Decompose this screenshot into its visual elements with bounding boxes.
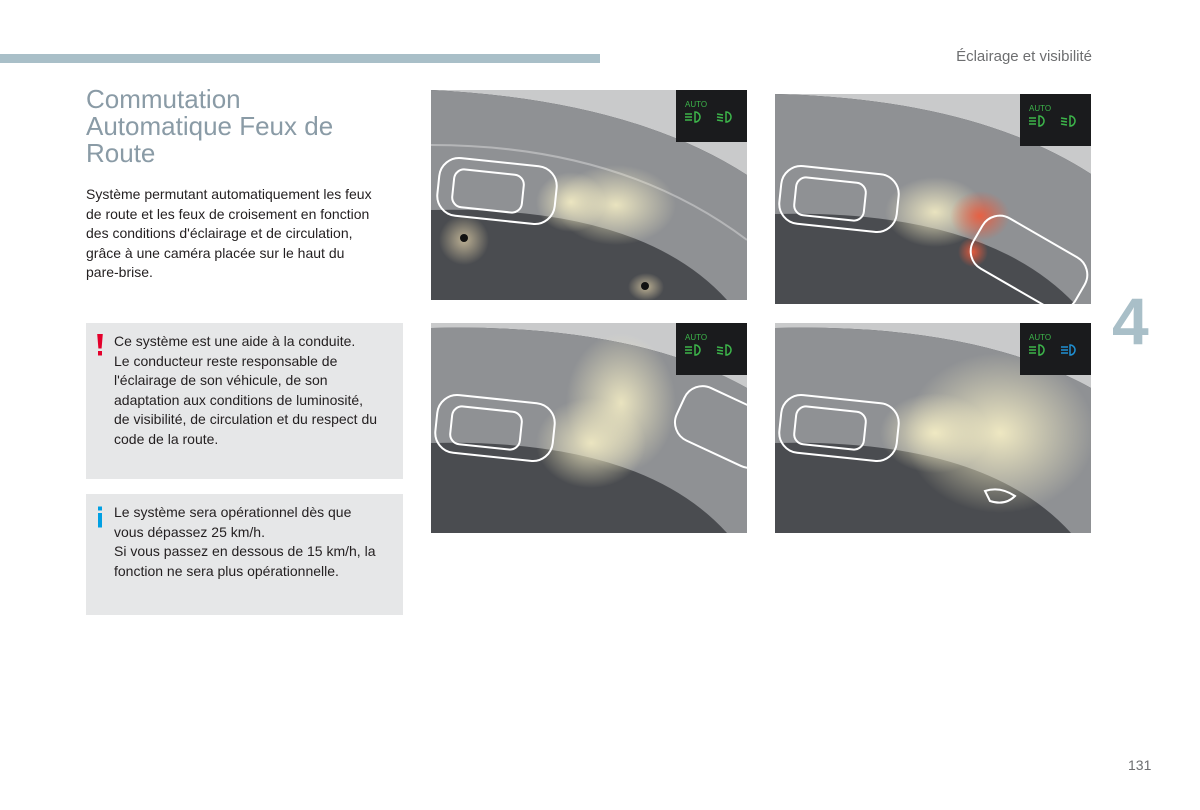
- header-accent-bar: [0, 54, 600, 63]
- info-note-text: [114, 503, 400, 581]
- page-number: 131: [1128, 757, 1152, 773]
- warning-line: Ce système est une aide à la conduite.: [114, 333, 356, 349]
- illustration-vehicle-ahead: [431, 323, 747, 533]
- panel-auto-label: AUTO: [1029, 333, 1052, 342]
- title-line: Route: [86, 138, 156, 168]
- warning-line: l'éclairage de son véhicule, de son: [114, 372, 328, 389]
- title-line: Automatique Feux de: [86, 111, 334, 141]
- panel-auto-label: AUTO: [685, 100, 708, 109]
- info-line: vous dépassez 25 km/h.: [114, 523, 265, 540]
- info-line: Si vous passez en dessous de 15 km/h, la: [114, 543, 376, 560]
- info-line: Le système sera opérationnel dès que: [114, 504, 352, 520]
- illustration-oncoming-vehicle: [775, 94, 1091, 304]
- warning-note-text: [114, 332, 400, 450]
- info-note: [86, 494, 403, 615]
- intro-line: de route et les feux de croisement en fonction: [86, 205, 370, 222]
- warning-line: Le conducteur reste responsable de: [114, 352, 338, 369]
- warning-line: adaptation aux conditions de luminosité,: [114, 391, 364, 408]
- illustration-high-beam: [775, 323, 1091, 533]
- intro-line: grâce à une caméra placée sur le haut du: [86, 244, 345, 261]
- section-title: Éclairage et visibilité: [956, 48, 1092, 65]
- title-line: Commutation: [86, 84, 241, 114]
- warning-line: code de la route.: [114, 430, 219, 447]
- panel-auto-label: AUTO: [685, 333, 708, 342]
- info-line: fonction ne sera plus opérationnelle.: [114, 562, 339, 579]
- intro-paragraph: [86, 185, 404, 283]
- panel-auto-label: AUTO: [1029, 104, 1052, 113]
- warning-exclamation-icon: [95, 333, 105, 357]
- illustration-streetlights: [431, 90, 747, 300]
- intro-line: des conditions d'éclairage et de circulation,: [86, 225, 353, 242]
- intro-line: Système permutant automatiquement les feux: [86, 186, 372, 202]
- chapter-number: 4: [1112, 284, 1149, 358]
- warning-note: [86, 323, 403, 479]
- page-title: [86, 86, 416, 167]
- warning-line: de visibilité, de circulation et du respect du: [114, 411, 378, 428]
- info-i-icon: [95, 506, 105, 528]
- intro-line: pare-brise.: [86, 264, 153, 281]
